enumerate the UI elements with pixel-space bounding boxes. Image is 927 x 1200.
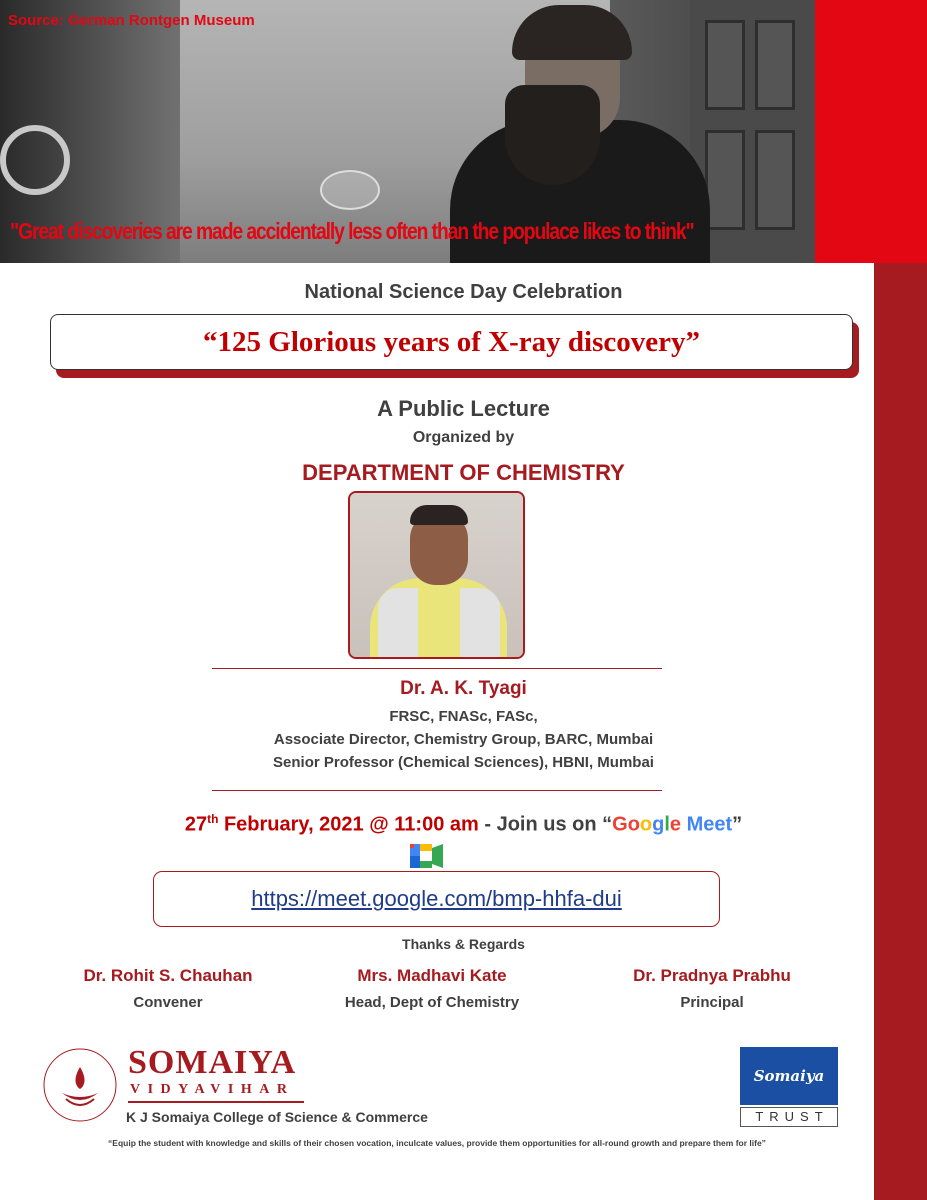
join-text: - Join us on: [478, 813, 603, 836]
date-day: 27: [184, 813, 208, 836]
photo-xray-tube: [320, 170, 380, 210]
headline-text: “125 Glorious years of X-ray discovery”: [203, 325, 700, 358]
trust-logo-block: [740, 1047, 838, 1105]
speaker-name: Dr. A. K. Tyagi: [400, 678, 527, 699]
event-title: National Science Day Celebration: [304, 281, 623, 303]
signatory-name: Dr. Pradnya Prabhu: [633, 966, 791, 985]
platform-letter: g: [652, 813, 665, 836]
speaker-credential: Associate Director, Chemistry Group, BARC, Mumbai: [273, 731, 654, 748]
signatory-name: Dr. Rohit S. Chauhan: [83, 966, 253, 985]
photo-apparatus-wheel: [0, 125, 70, 195]
speaker-photo: [348, 491, 525, 659]
quote-open: “: [602, 813, 613, 836]
platform-letter: o: [639, 813, 653, 836]
organized-by-label: Organized by: [412, 429, 515, 446]
platform-letter: l: [664, 813, 670, 836]
date-time: February, 2021 @ 11:00 am: [218, 813, 479, 836]
signatory-role: Convener: [133, 994, 203, 1011]
signatory-head: [302, 966, 562, 1011]
college-name: K J Somaiya College of Science & Commerce: [126, 1109, 428, 1125]
speaker-credential: Senior Professor (Chemical Sciences), HBNI, Mumbai: [273, 754, 654, 771]
somaiya-logo-sub: VIDYAVIHAR: [130, 1082, 295, 1097]
divider-bottom: [212, 790, 662, 791]
speaker-credential: FRSC, FNASc, FASc,: [389, 708, 538, 725]
trust-word: TRUST: [740, 1107, 838, 1127]
platform-letter: o: [627, 813, 640, 836]
trust-logo-script: Somaiya: [753, 1067, 825, 1085]
quote-close: ”: [732, 813, 743, 836]
somaiya-trust-logo: [740, 1047, 838, 1127]
signatory-convener: [38, 966, 298, 1011]
lecture-label: A Public Lecture: [377, 396, 550, 421]
photo-beard: [505, 85, 600, 185]
signatory-name: Mrs. Madhavi Kate: [357, 966, 507, 985]
platform-letter: e: [669, 813, 682, 836]
event-datetime: [0, 812, 927, 837]
headline-banner: [50, 314, 853, 370]
google-meet-icon: [410, 844, 444, 868]
photo-source: Source: German Rontgen Museum: [8, 12, 255, 29]
somaiya-emblem-logo: [40, 1045, 120, 1125]
divider-top: [212, 668, 662, 669]
photo-quote: "Great discoveries are made accidentally less often than the populace likes to think": [10, 218, 694, 244]
meet-link-box: [153, 871, 720, 927]
signatory-principal: [582, 966, 842, 1011]
platform-rest: Meet: [681, 813, 733, 836]
signatory-role: Principal: [680, 994, 744, 1011]
logo-divider: [128, 1101, 304, 1103]
thanks-regards: Thanks & Regards: [402, 936, 525, 952]
institution-motto: “Equip the student with knowledge and skills of their chosen vocation, inculcate values, provide them opportunities for all-round growth and prepare them for life”: [108, 1138, 766, 1148]
platform-letter: G: [612, 813, 628, 836]
header-photo: [0, 0, 815, 263]
signatory-role: Head, Dept of Chemistry: [344, 994, 520, 1011]
meet-link[interactable]: https://meet.google.com/bmp-hhfa-dui: [251, 886, 622, 911]
department-name: DEPARTMENT OF CHEMISTRY: [302, 460, 625, 485]
top-red-block: [815, 0, 927, 263]
date-suffix: th: [207, 812, 219, 826]
somaiya-logo-word: SOMAIYA: [128, 1044, 297, 1081]
